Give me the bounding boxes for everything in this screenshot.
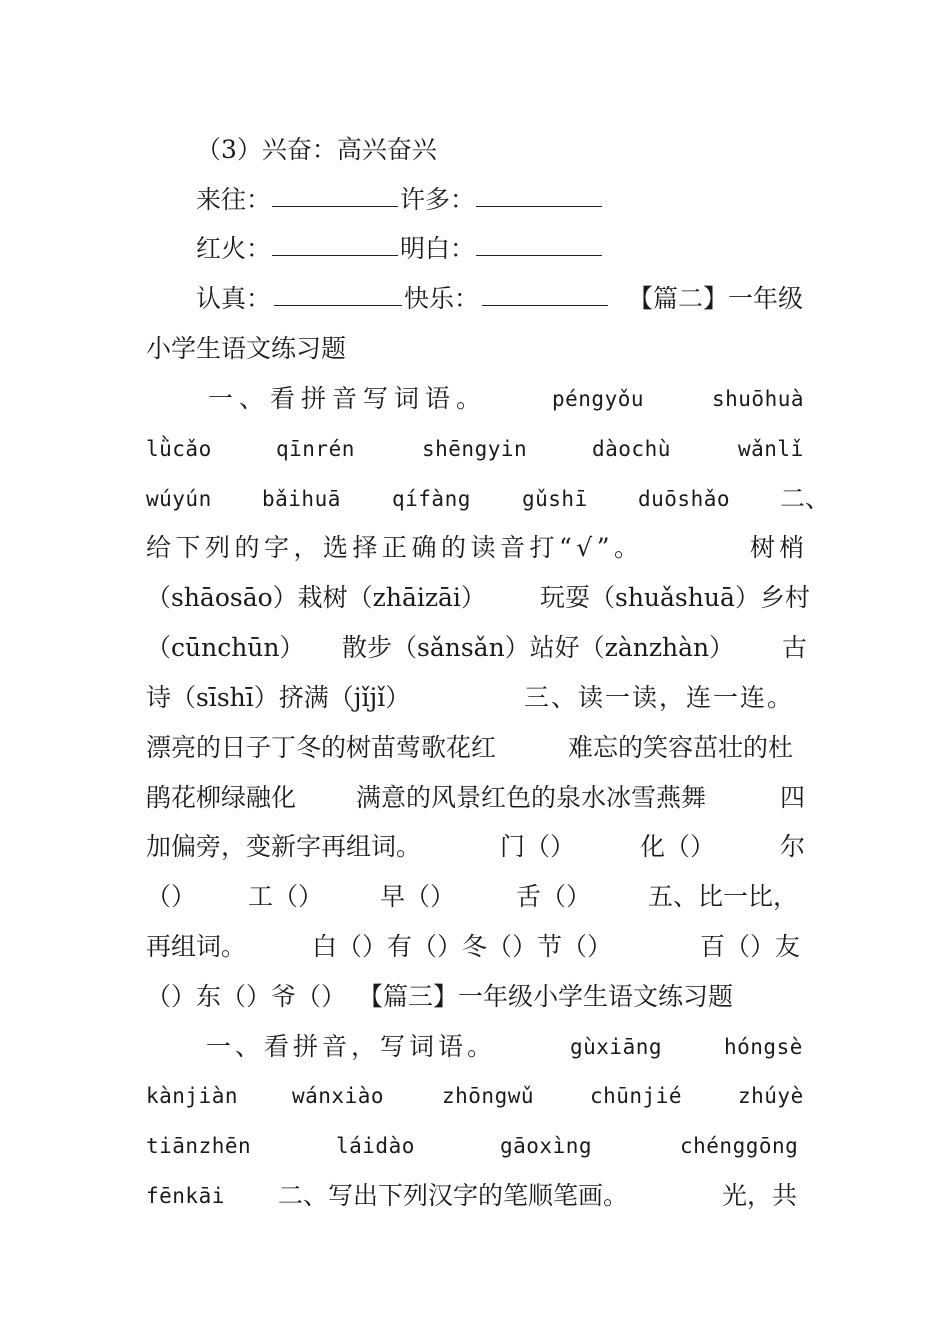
- answer-blank[interactable]: [274, 305, 402, 306]
- text-line: [0, 329, 950, 369]
- pinyin-word: gǔshī: [522, 487, 588, 511]
- text-segment: 鹃花柳绿融化: [146, 783, 297, 812]
- section-heading: 【篇三】一年级小学生语文练习题: [358, 982, 734, 1011]
- text-segment: 诗（sīshī）挤满（jǐjǐ）: [146, 683, 411, 712]
- text-segment: 散步（sǎnsǎn）站好（zànzhàn）: [342, 633, 735, 662]
- text-line: [0, 1126, 950, 1166]
- pinyin-word: wúyún: [146, 487, 212, 511]
- answer-blank[interactable]: [272, 206, 398, 207]
- pinyin-word: péngyǒu: [552, 387, 645, 411]
- text-line: [0, 977, 950, 1017]
- answer-blank[interactable]: [476, 206, 602, 207]
- text-segment: 许多：: [400, 185, 476, 214]
- text-line: [0, 130, 950, 170]
- text-segment: 化（）: [640, 832, 716, 861]
- text-line: [0, 728, 950, 768]
- pinyin-word: zhúyè: [738, 1084, 804, 1108]
- text-segment: 百（）友: [700, 932, 801, 961]
- text-line: [0, 279, 950, 319]
- pinyin-word: bǎihuā: [262, 487, 341, 511]
- question-title: 再组词。: [146, 932, 247, 961]
- text-segment: 红火：: [196, 234, 272, 263]
- pinyin-word: gāoxìng: [500, 1134, 593, 1158]
- text-segment: （）: [146, 882, 197, 911]
- text-line: [0, 827, 950, 867]
- question-title: 加偏旁，变新字再组词。: [146, 832, 422, 861]
- text-line: [0, 1076, 950, 1116]
- pinyin-word: lǜcǎo: [146, 437, 212, 461]
- question-title: 给下列的字，选择正确的读音打“√”。: [146, 533, 644, 562]
- pinyin-word: shuōhuà: [712, 387, 805, 411]
- text-line: [0, 1176, 950, 1216]
- text-segment: 玩耍（shuǎshuā）乡村: [540, 583, 810, 612]
- text-segment: （3）兴奋：高兴奋兴: [196, 135, 437, 164]
- answer-blank[interactable]: [272, 255, 398, 256]
- text-segment: 难忘的笑容茁壮的杜: [568, 733, 794, 762]
- section-heading: 小学生语文练习题: [146, 334, 347, 363]
- pinyin-word: chénggōng: [680, 1134, 799, 1158]
- pinyin-word: dàochù: [592, 437, 671, 461]
- answer-blank[interactable]: [476, 255, 602, 256]
- pinyin-word: wánxiào: [292, 1084, 385, 1108]
- pinyin-word: gùxiāng: [570, 1035, 663, 1059]
- text-line: [0, 678, 950, 718]
- question-title: 一、看拼音写词语。: [208, 384, 488, 413]
- question-number: 二、: [780, 484, 831, 513]
- text-segment: 门（）: [500, 832, 576, 861]
- pinyin-word: qīnrén: [276, 437, 355, 461]
- text-segment: 尔: [780, 832, 806, 861]
- text-line: [0, 628, 950, 668]
- pinyin-word: tiānzhēn: [146, 1134, 252, 1158]
- pinyin-word: wǎnlǐ: [738, 437, 804, 461]
- pinyin-word: fēnkāi: [146, 1184, 225, 1208]
- pinyin-word: kànjiàn: [146, 1084, 239, 1108]
- text-line: [0, 927, 950, 967]
- pinyin-word: duōshǎo: [638, 487, 731, 511]
- text-segment: 早（）: [380, 882, 456, 911]
- pinyin-word: chūnjié: [590, 1084, 683, 1108]
- text-segment: 古: [782, 633, 808, 662]
- question-number: 四: [780, 783, 806, 812]
- question-title: 一、看拼音，写词语。: [206, 1032, 497, 1061]
- text-segment: 工（）: [248, 882, 324, 911]
- text-line: [0, 429, 950, 469]
- pinyin-word: hóngsè: [724, 1035, 803, 1059]
- text-line: [0, 180, 950, 220]
- pinyin-word: zhōngwǔ: [442, 1084, 535, 1108]
- text-segment: 舌（）: [516, 882, 592, 911]
- question-title: 二、写出下列汉字的笔顺笔画。: [278, 1181, 629, 1210]
- text-line: [0, 479, 950, 519]
- text-line: [0, 877, 950, 917]
- section-heading: 【篇二】一年级: [628, 284, 804, 313]
- text-segment: 树梢: [750, 533, 809, 562]
- text-segment: 认真：: [196, 284, 272, 313]
- text-segment: （cūnchūn）: [146, 633, 305, 662]
- pinyin-word: láidào: [336, 1134, 415, 1158]
- pinyin-word: qífàng: [392, 487, 471, 511]
- text-line: [0, 1027, 950, 1067]
- text-segment: 明白：: [400, 234, 476, 263]
- question-title: 五、比一比，: [648, 882, 799, 911]
- text-segment: 光，共: [722, 1181, 798, 1210]
- question-title: 三、读一读，连一连。: [524, 683, 795, 712]
- answer-blank[interactable]: [482, 305, 608, 306]
- text-segment: （）东（）爷（）: [146, 982, 347, 1011]
- text-line: [0, 379, 950, 419]
- text-segment: （shāosāo）栽树（zhāizāi）: [146, 583, 486, 612]
- text-segment: 白（）有（）冬（）节（）: [312, 932, 613, 961]
- text-line: [0, 528, 950, 568]
- text-segment: 来往：: [196, 185, 272, 214]
- text-line: [0, 778, 950, 818]
- pinyin-word: shēngyin: [422, 437, 528, 461]
- text-segment: 快乐：: [404, 284, 480, 313]
- text-segment: 满意的风景红色的泉水冰雪燕舞: [356, 783, 707, 812]
- text-segment: 漂亮的日子丁冬的树苗莺歌花红: [146, 733, 497, 762]
- text-line: [0, 229, 950, 269]
- text-line: [0, 578, 950, 618]
